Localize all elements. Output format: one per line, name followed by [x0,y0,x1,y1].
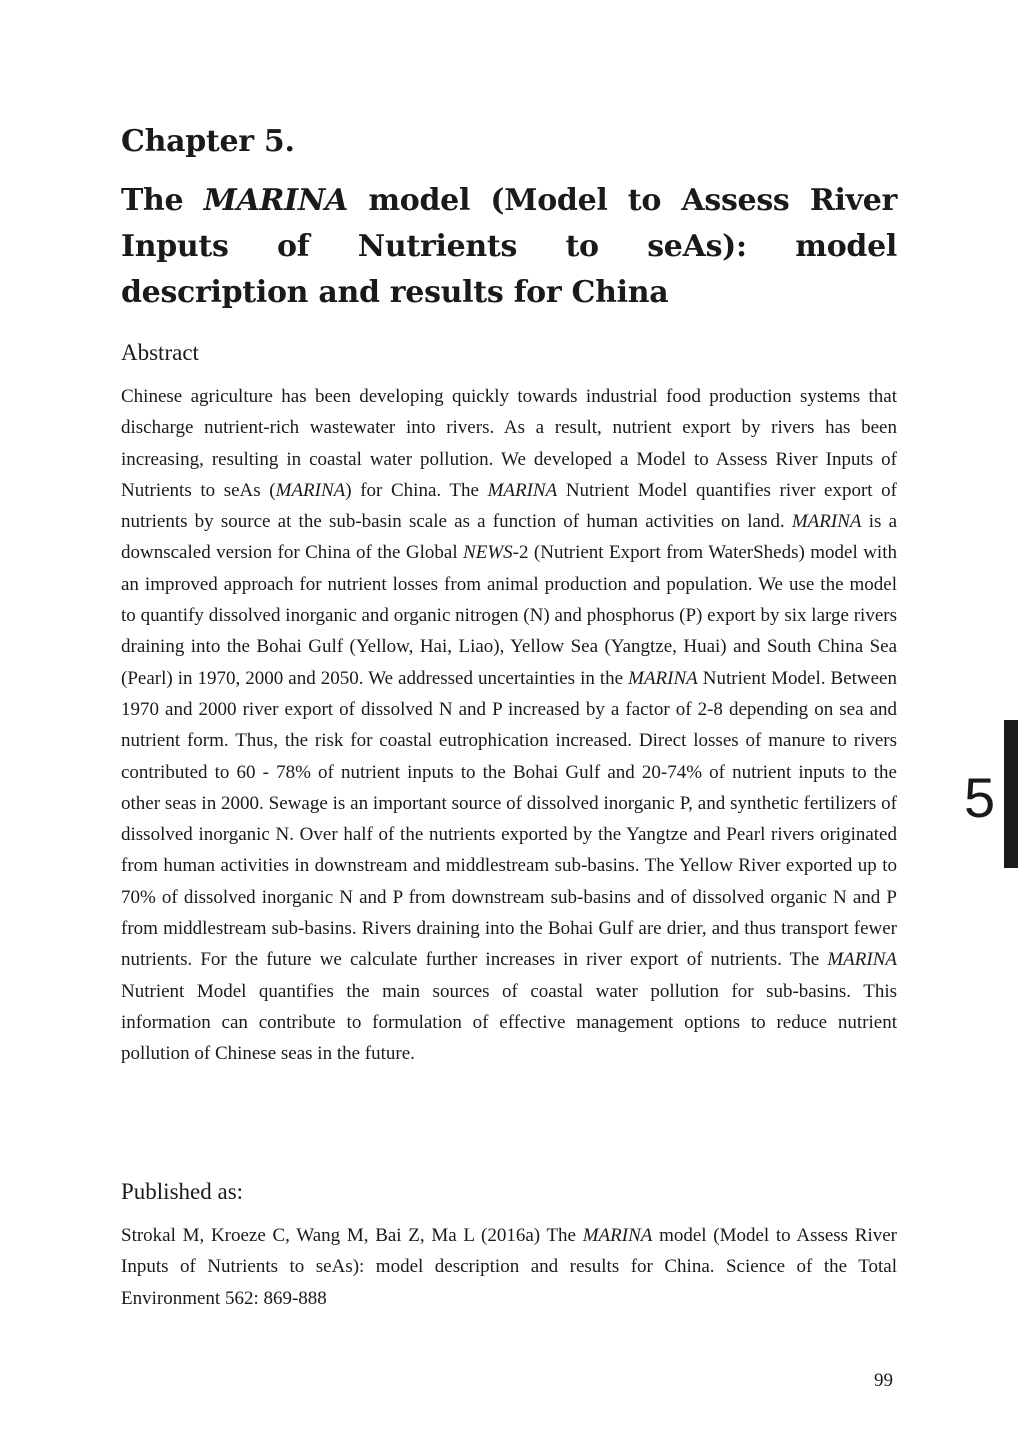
abstract-text: is a downscaled version for China of the Global [121,511,898,564]
abstract-italic: MARINA [827,949,897,971]
abstract-italic: MARINA [628,667,698,689]
abstract-italic: MARINA [791,511,862,533]
page-number: 99 [874,1370,893,1391]
published-heading: Published as: [121,1179,244,1204]
abstract-body [121,381,897,1070]
abstract-heading: Abstract [121,340,199,365]
chapter-thumb-tab [1004,720,1018,868]
abstract-italic: MARINA [275,479,346,501]
abstract-text: ) for China. The [345,479,488,501]
abstract-text: Nutrient Model quantifies river export of nutrients by source at the sub-basin scale as a function of human activities on land. [121,479,897,533]
citation-text: model (Model to Assess River Inputs of Nutrients to seAs): model description and results for China. Science of the Total Environment 562: 869-888 [121,1225,897,1309]
abstract-text: Nutrient Model quantifies the main sources of coastal water pollution for sub-basins. This information can contribute to formulation of effective management options to reduce nutrient pollution of Chinese seas in the future. [121,980,897,1065]
abstract-text: -2 (Nutrient Export from WaterSheds) model with an improved approach for nutrient losses from animal production and population. We use the model to quantify dissolved inorganic and organic nitrogen (N) and phosphorus (P) export by six large rivers draining into the Bohai Gulf (Yellow, Hai, Liao), Yellow Sea (Yangtze, Huai) and South China Sea (Pearl) in 1970, 2000 and 2050. We addressed uncertainties in the [121,542,897,689]
chapter-label: Chapter 5. [121,124,295,159]
title-text-end: model (Model to Assess River Inputs of Nutrients to seAs): model description and results for China [121,183,897,310]
abstract-text: Nutrient Model. Between 1970 and 2000 river export of dissolved N and P increased by a factor of 2-8 depending on sea and nutrient form. Thus, the risk for coastal eutrophication increased. Direct losses of manure to rivers contributed to 60 - 78% of nutrient inputs to the Bohai Gulf and 20-74% of nutrient inputs to the other seas in 2000. Sewage is an important source of dissolved inorganic P, and synthetic fertilizers of dissolved inorganic N. Over half of the nutrients exported by the Yangtze and Pearl rivers originated from human activities in downstream and middlestream sub-basins. The Yellow River exported up to 70% of dissolved inorganic N and P from downstream sub-basins and of dissolved organic N and P from middlestream sub-basins. Rivers draining into the Bohai Gulf are drier, and thus transport fewer nutrients. For the future we calculate further increases in river export of nutrients. The [121,667,897,971]
chapter-thumb-number: 5 [964,766,996,829]
abstract-italic: NEWS [463,542,513,564]
citation [121,1220,897,1314]
citation-italic: MARINA [582,1225,653,1246]
chapter-title [121,178,897,316]
title-model-name: MARINA [203,183,349,218]
citation-text: Strokal M, Kroeze C, Wang M, Bai Z, Ma L (2016a) The [121,1225,583,1246]
abstract-italic: MARINA [487,479,558,501]
abstract-text: Chinese agriculture has been developing quickly towards industrial food production systems that discharge nutrient-rich wastewater into rivers. As a result, nutrient export by rivers has been increasing, resulting in coastal water pollution. We developed a Model to Assess River Inputs of Nutrients to seAs ( [121,386,897,501]
title-text-start: The [121,183,204,218]
